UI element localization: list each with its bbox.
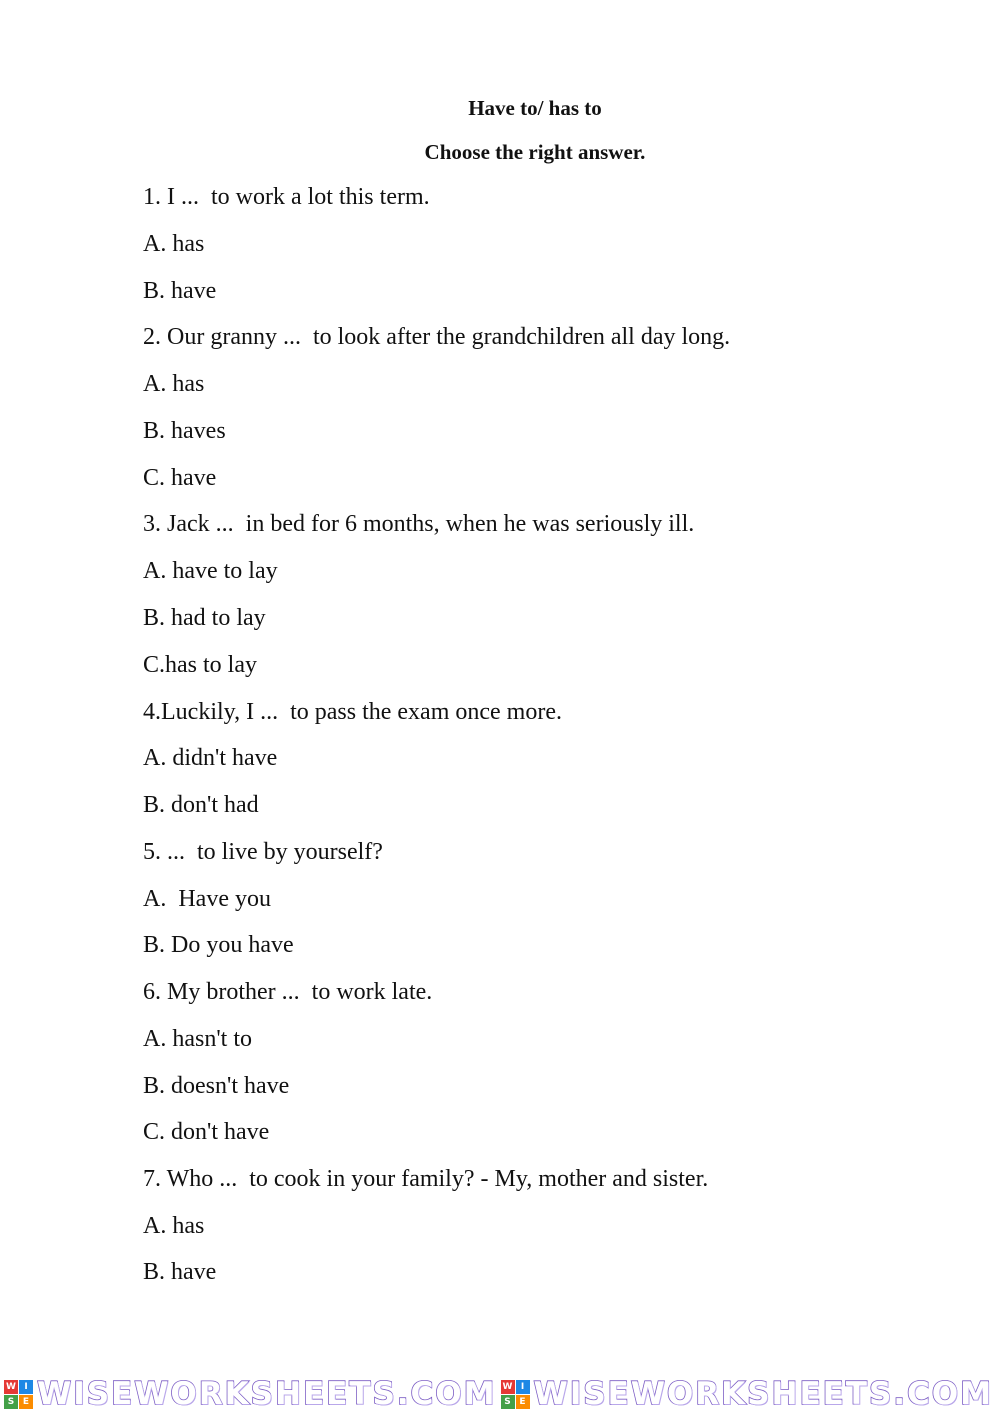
worksheet-title: Have to/ has to xyxy=(468,96,602,120)
footer-watermark xyxy=(0,1376,1000,1413)
brand-logo-icon: W I S E xyxy=(501,1380,530,1409)
brand-mark[interactable] xyxy=(0,1376,497,1413)
option-6c: C. don't have xyxy=(143,1119,270,1145)
option-4b: B. don't had xyxy=(143,792,259,818)
option-2c: C. have xyxy=(143,465,217,491)
brand-name: WISEWORKSHEETS.COM xyxy=(37,1376,497,1412)
brand-logo-icon: W I S E xyxy=(4,1380,33,1409)
question-4: 4.Luckily, I ... to pass the exam once more. xyxy=(143,699,562,725)
question-3: 3. Jack ... in bed for 6 months, when he was seriously ill. xyxy=(143,511,695,537)
option-6a: A. hasn't to xyxy=(143,1026,252,1052)
option-1b: B. have xyxy=(143,278,217,304)
question-2: 2. Our granny ... to look after the grandchildren all day long. xyxy=(143,324,731,350)
brand-name: WISEWORKSHEETS.COM xyxy=(533,1376,993,1412)
question-5: 5. ... to live by yourself? xyxy=(143,839,383,865)
question-7: 7. Who ... to cook in your family? - My, mother and sister. xyxy=(143,1166,709,1192)
brand-mark-repeat[interactable] xyxy=(497,1376,994,1413)
option-1a: A. has xyxy=(143,231,205,257)
worksheet-instruction: Choose the right answer. xyxy=(424,140,646,164)
option-6b: B. doesn't have xyxy=(143,1073,290,1099)
option-3b: B. had to lay xyxy=(143,605,266,631)
option-7a: A. has xyxy=(143,1213,205,1239)
option-2b: B. haves xyxy=(143,418,226,444)
option-2a: A. has xyxy=(143,371,205,397)
question-1: 1. I ... to work a lot this term. xyxy=(143,184,430,210)
option-7b: B. have xyxy=(143,1259,217,1285)
option-3c: C.has to lay xyxy=(143,652,257,678)
question-6: 6. My brother ... to work late. xyxy=(143,979,433,1005)
option-5a: A. Have you xyxy=(143,886,271,912)
option-5b: B. Do you have xyxy=(143,932,294,958)
option-4a: A. didn't have xyxy=(143,745,278,771)
option-3a: A. have to lay xyxy=(143,558,278,584)
